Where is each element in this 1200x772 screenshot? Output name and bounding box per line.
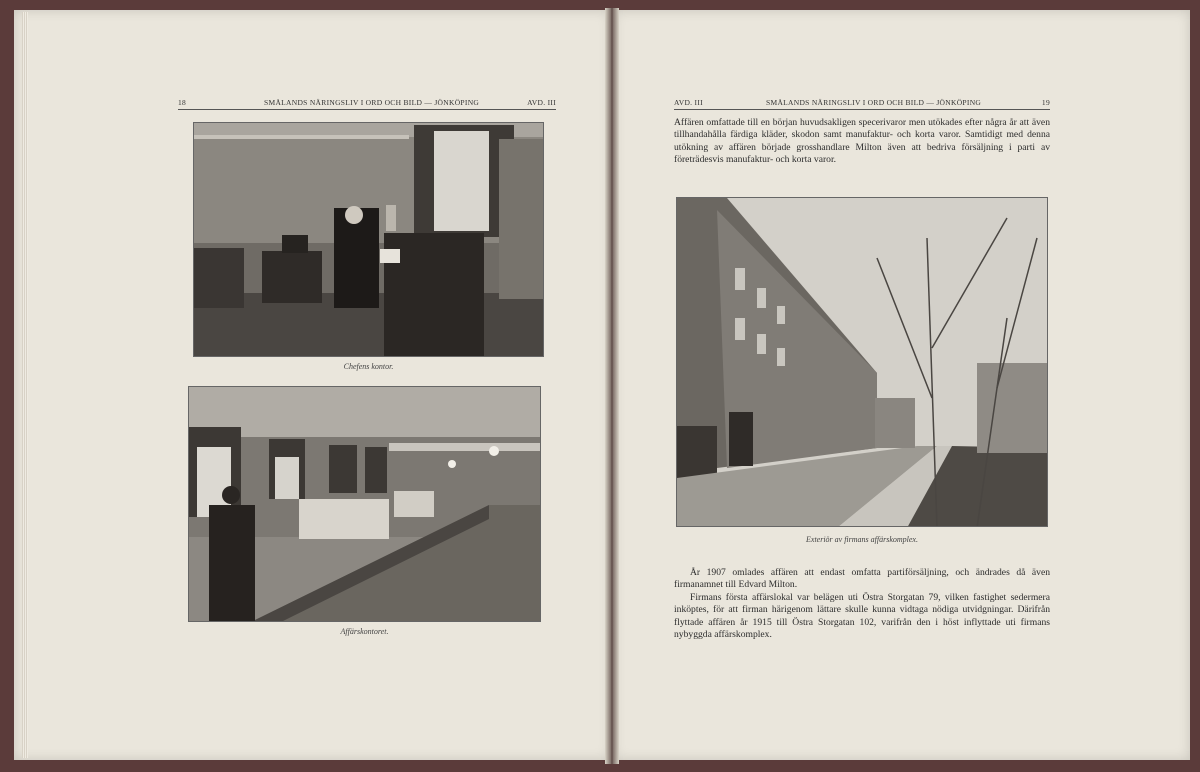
business-office-photo-illustration [189, 387, 541, 622]
photo-affarskontoret [188, 386, 541, 622]
right-page-number: 19 [1041, 98, 1050, 107]
left-running-head [178, 96, 556, 110]
left-page-number: 18 [178, 98, 187, 107]
book-gutter [605, 8, 619, 764]
left-header-title: SMÅLANDS NÄRINGSLIV I ORD OCH BILD — JÖNKÖPING [264, 98, 480, 107]
caption-exterior: Exteriör av firmans affärskomplex. [806, 535, 918, 544]
building-exterior-illustration [677, 198, 1048, 527]
paragraph-top [674, 117, 1050, 167]
left-page [14, 10, 610, 760]
caption-affarskontoret: Affärskontoret. [340, 627, 389, 636]
paragraphs-bottom [674, 567, 1050, 641]
right-header-title: SMÅLANDS NÄRINGSLIV I ORD OCH BILD — JÖNKÖPING [766, 98, 982, 107]
photo-chefens-kontor [193, 122, 544, 357]
photo-exterior [676, 197, 1048, 527]
paragraph-top-text: Affären omfattade till en början huvudsakligen specerivaror men utökades efter några år att även tillhandahålla färdiga kläder, skodon samt manufaktur- och korta varor. Samtidigt med denna utökning av affären började grosshandlare Milton även att bedriva försäljning i parti av företrädesvis manufaktur- och korta varor. [674, 117, 1050, 166]
caption-chefens-kontor: Chefens kontor. [343, 362, 394, 371]
left-header-section: AVD. III [527, 98, 556, 107]
right-header-section: AVD. III [674, 98, 703, 107]
paragraph-3: Firmans första affärslokal var belägen uti Östra Storgatan 79, vilken fastighet sedermera inköptes, för att firman härigenom lättare skulle kunna vidtaga nödiga utvidgningar. Därifrån flyttade affären år 1915 till Östra Storgatan 102, varifrån den i höst inflyttade uti firmans nybyggda affärskomplex. [674, 591, 1050, 641]
office-photo-illustration [194, 123, 544, 357]
paragraph-2: År 1907 omlades affären att endast omfatta partiförsäljning, och ändrades då även firmanamnet till Edvard Milton. [674, 567, 1050, 591]
right-page [614, 10, 1190, 760]
page-edges [22, 12, 28, 758]
right-running-head [674, 96, 1050, 110]
